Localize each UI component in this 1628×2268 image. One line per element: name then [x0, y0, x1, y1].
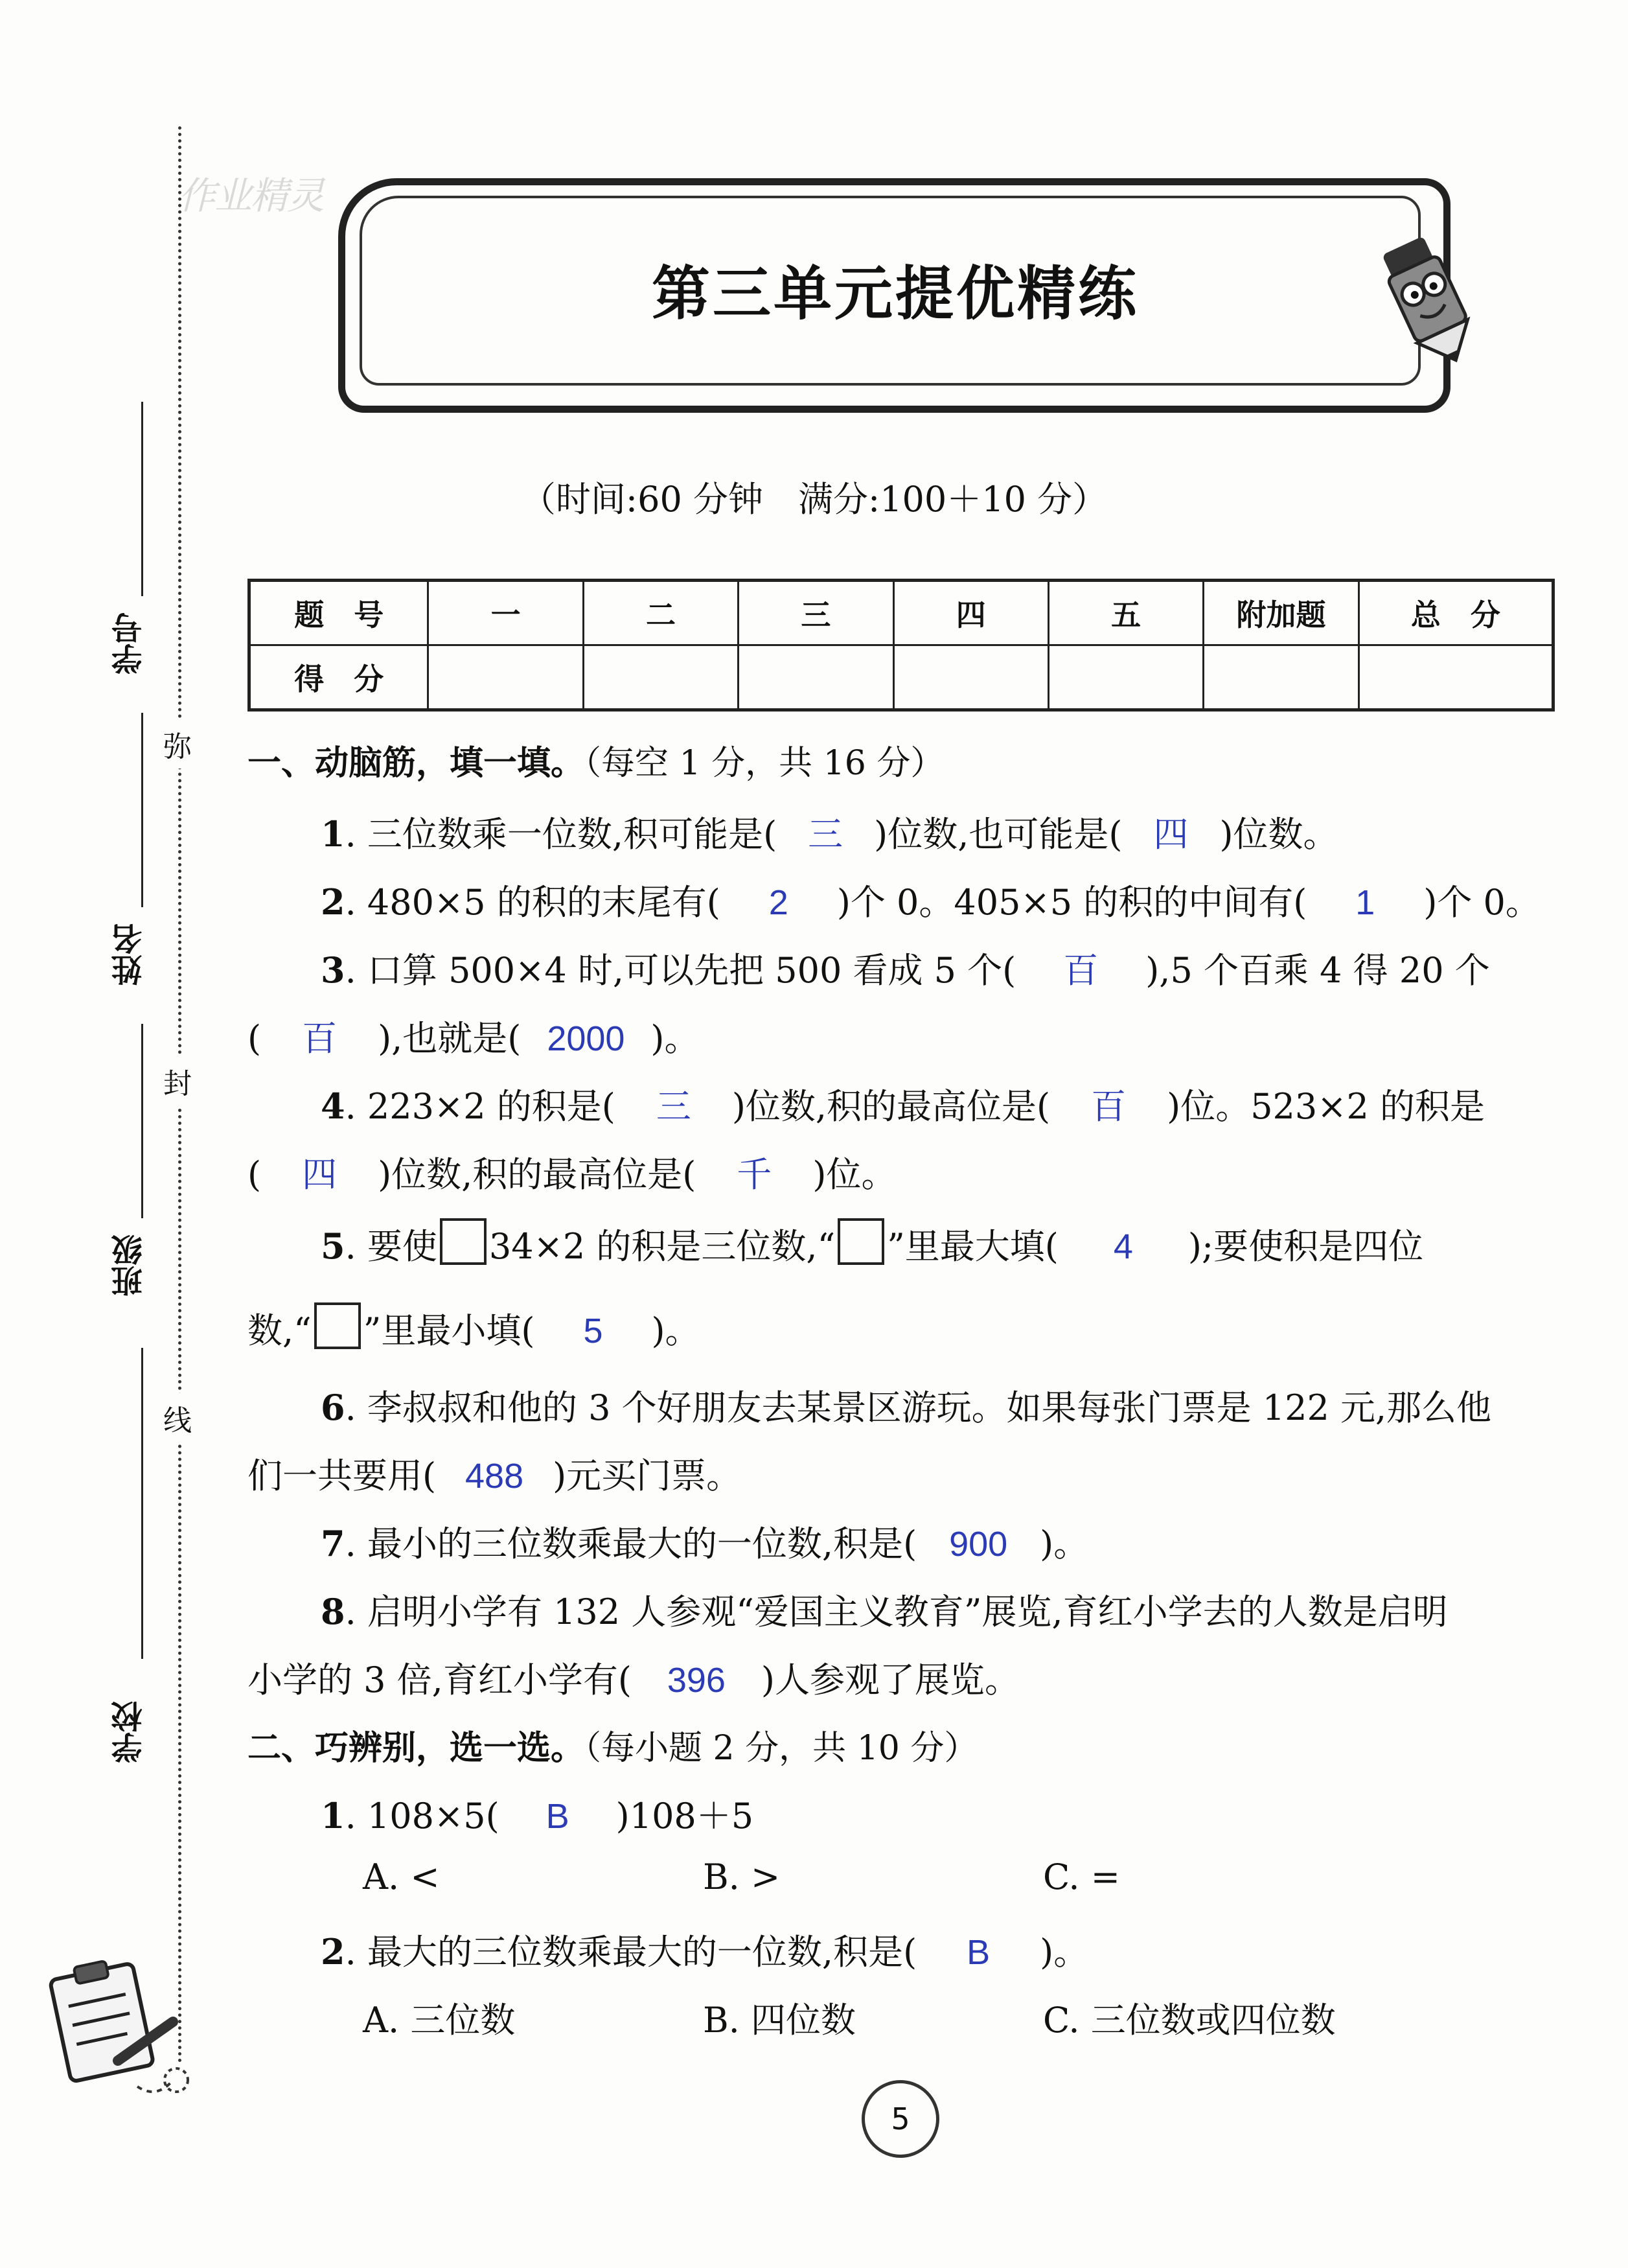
answer: 四: [302, 1155, 338, 1194]
score-header-cell: 题 号: [249, 581, 428, 645]
time-and-score-info: （时间:60 分钟 满分:100＋10 分）: [520, 479, 1108, 520]
class-label: 班级: [111, 1234, 148, 1297]
school-label: 学校: [111, 1701, 148, 1763]
score-header-cell: 三: [739, 581, 893, 645]
answer: B: [967, 1933, 991, 1972]
question-7: 7. 最小的三位数乘最大的一位数,积是( 900 )。: [321, 1523, 1089, 1564]
question-5-line-2: 数,“ ”里最小填( 5 )。: [247, 1302, 700, 1353]
answer: B: [545, 1797, 569, 1836]
pencil-mascot-icon: [1360, 233, 1496, 369]
score-table: [247, 579, 1555, 712]
choice-option-c[interactable]: C. =: [1043, 1857, 1120, 1897]
answer: 百: [302, 1019, 338, 1058]
score-cell[interactable]: [1359, 645, 1553, 710]
score-header-cell: 五: [1048, 581, 1203, 645]
choice-option-b[interactable]: B. 四位数: [703, 2000, 856, 2041]
score-header-cell: 总 分: [1359, 581, 1553, 645]
question-6-line-2: 们一共要用( 488 )元买门票。: [247, 1455, 742, 1496]
score-header-cell: 二: [583, 581, 738, 645]
score-header-cell: 四: [893, 581, 1048, 645]
side-line-2: [141, 713, 143, 907]
seal-char-feng: 封: [163, 1056, 192, 1105]
seal-char-mi: 弥: [163, 719, 192, 769]
seal-char-xian: 线: [163, 1393, 192, 1442]
page-number: 5: [862, 2080, 939, 2158]
score-cell[interactable]: [1048, 645, 1203, 710]
question-8-line-1: 8. 启明小学有 132 人参观“爱国主义教育”展览,育红小学去的人数是启明: [321, 1591, 1448, 1632]
score-cell[interactable]: [893, 645, 1048, 710]
score-cell[interactable]: [739, 645, 893, 710]
question-5-line-1: 5. 要使 34×2 的积是三位数,“ ”里最大填( 4 );要使积是四位: [321, 1218, 1423, 1269]
clipboard-icon: [40, 1950, 189, 2100]
blank-box: [440, 1218, 487, 1265]
page-title: 第三单元提优精练: [652, 260, 1139, 328]
blank-box: [314, 1302, 361, 1349]
answer: 2: [768, 883, 788, 922]
score-header-cell: 一: [428, 581, 583, 645]
choice-option-a[interactable]: A. <: [363, 1857, 440, 1897]
choice-option-c[interactable]: C. 三位数或四位数: [1043, 2000, 1336, 2041]
name-label: 姓名: [111, 923, 148, 986]
side-line-3: [141, 1024, 143, 1218]
answer: 5: [583, 1312, 603, 1350]
score-cell[interactable]: [1204, 645, 1359, 710]
question-3-line-2: ( 百 ),也就是( 2000 )。: [247, 1011, 699, 1061]
blank-box: [838, 1218, 884, 1265]
watermark: 作业精灵: [178, 174, 324, 218]
score-header-cell: 附加题: [1204, 581, 1359, 645]
answer: 千: [737, 1155, 772, 1194]
choice-question-2: 2. 最大的三位数乘最大的一位数,积是( B )。: [321, 1931, 1089, 1973]
answer: 三: [656, 1087, 691, 1126]
question-3-line-1: 3. 口算 500×4 时,可以先把 500 看成 5 个( 百 ),5 个百乘 4 得 20 个: [321, 943, 1490, 993]
question-1: 1. 三位数乘一位数,积可能是( 三 )位数,也可能是( 四 )位数。: [321, 807, 1338, 857]
student-id-label: 学号: [111, 612, 148, 675]
answer: 396: [667, 1661, 726, 1700]
answer: 488: [465, 1457, 524, 1496]
score-cell[interactable]: [583, 645, 738, 710]
question-4-line-1: 4. 223×2 的积是( 三 )位数,积的最高位是( 百 )位。523×2 的积是: [321, 1079, 1485, 1129]
choice-option-a[interactable]: A. 三位数: [363, 2000, 516, 2041]
score-row-label: 得 分: [249, 645, 428, 710]
score-cell[interactable]: [428, 645, 583, 710]
section-1-heading: 一、动脑筋，填一填。（每空 1 分，共 16 分）: [247, 744, 945, 783]
question-4-line-2: ( 四 )位数,积的最高位是( 千 )位。: [247, 1147, 896, 1197]
answer: 2000: [547, 1019, 625, 1058]
answer: 4: [1113, 1227, 1133, 1266]
choice-option-b[interactable]: B. >: [703, 1857, 781, 1897]
answer: 四: [1153, 815, 1189, 854]
side-line-4: [141, 1348, 143, 1659]
answer: 百: [1091, 1087, 1127, 1126]
question-2: 2. 480×5 的积的末尾有( 2 )个 0。405×5 的积的中间有( 1 )个 0。: [321, 881, 1541, 923]
question-6-line-1: 6. 李叔叔和他的 3 个好朋友去某景区游玩。如果每张门票是 122 元,那么他: [321, 1387, 1492, 1428]
choice-question-1: 1. 108×5( B )108＋5: [321, 1795, 754, 1836]
answer: 三: [808, 815, 843, 854]
section-2-heading: 二、巧辨别，选一选。（每小题 2 分，共 10 分）: [247, 1729, 978, 1768]
answer: 1: [1355, 883, 1375, 922]
answer: 百: [1063, 951, 1099, 990]
answer: 900: [949, 1525, 1008, 1564]
question-8-line-2: 小学的 3 倍,育红小学有( 396 )人参观了展览。: [247, 1660, 1020, 1700]
